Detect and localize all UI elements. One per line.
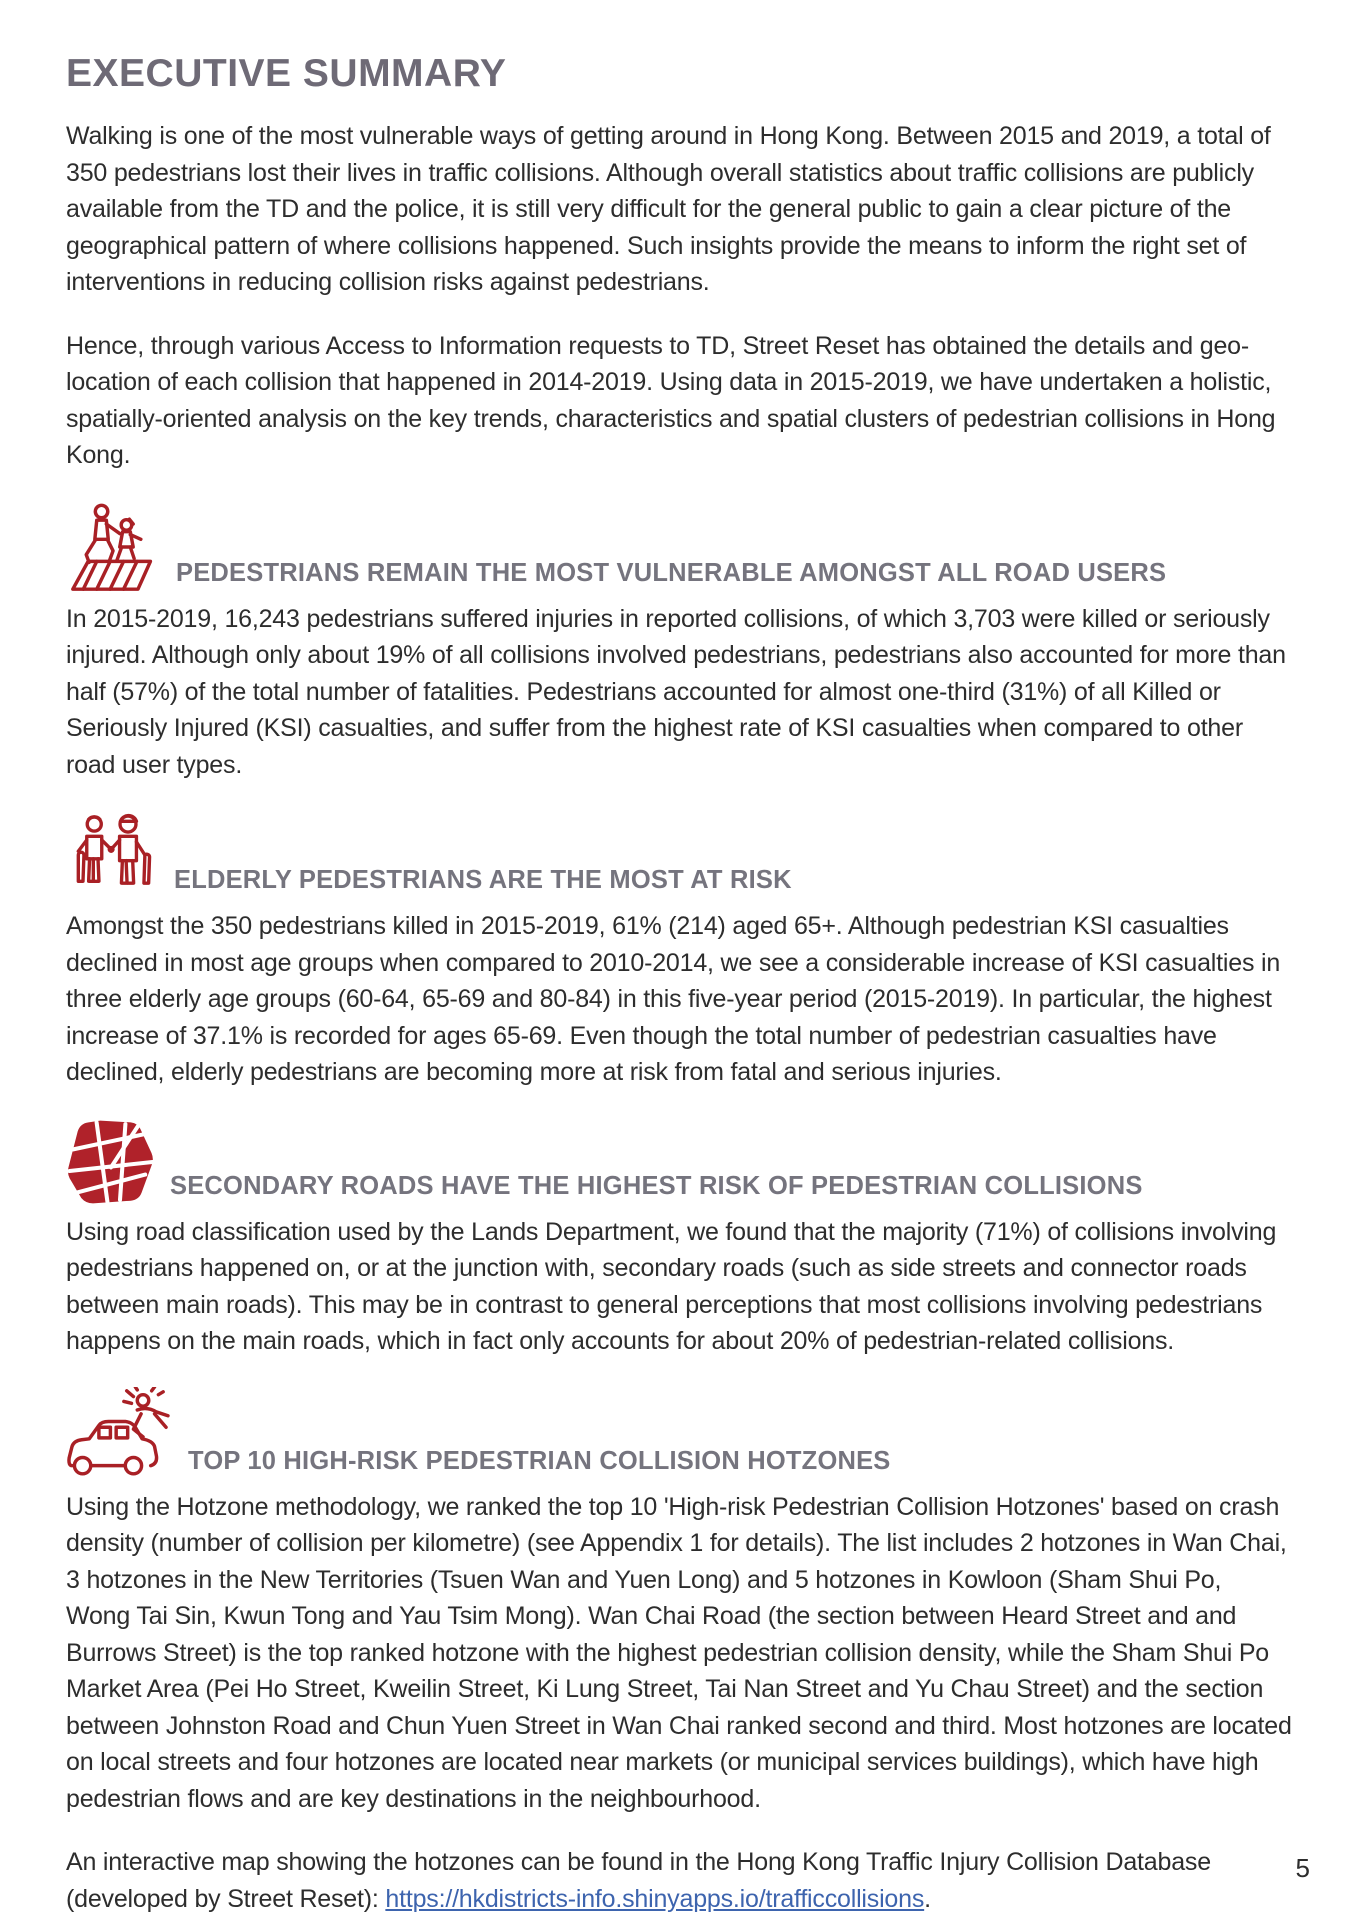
- section-header-hotzones: [66, 1387, 1292, 1481]
- intro-paragraph-1: Walking is one of the most vulnerable ways of getting around in Hong Kong. Between 2015 and 2019, a total of 350 pedestrians lost their lives in traffic collisions. Although overall statistics about traffic collisions are publicly available from the TD and the police, it is still very difficult for the general public to gain a clear picture of the geographical pattern of where collisions happened. Such insights provide the means to inform the right set of interventions in reducing collision risks against pedestrians.: [66, 122, 1271, 296]
- section-body: In 2015-2019, 16,243 pedestrians suffered injuries in reported collisions, of which 3,703 were killed or seriously injured. Although only about 19% of all collisions involved pedestrians, pedestrians also accounted for more than half (57%) of the total number of fatalities. Pedestrians accounted for almost one-third (31%) of all Killed or Seriously Injured (KSI) casualties, and suffer from the highest rate of KSI casualties when compared to other road user types.: [66, 604, 1286, 779]
- section-body: Using the Hotzone methodology, we ranked the top 10 'High-risk Pedestrian Collision Hotzones' based on crash density (number of collision per kilometre) (see Appendix 1 for details). The list includes 2 hotzones in Wan Chai, 3 hotzones in the New Territories (Tsuen Wan and Yuen Long) and 5 hotzones in Kowloon (Sham Shui Po, Wong Tai Sin, Kwun Tong and Yau Tsim Mong). Wan Chai Road (the section between Heard Street and and Burrows Street) is the top ranked hotzone with the highest pedestrian collision density, while the Sham Shui Po Market Area (Pei Ho Street, Kweilin Street, Ki Lung Street, Tai Nan Street and Yu Chau Street) and the section between Johnston Road and Chun Yuen Street in Wan Chai ranked second and third. Most hotzones are located on local streets and four hotzones are located near markets (or municipal services buildings), which have high pedestrian flows and are key destinations in the neighbourhood.: [66, 1492, 1292, 1813]
- road-network-icon: [66, 1118, 156, 1206]
- page-title: EXECUTIVE SUMMARY: [66, 52, 507, 95]
- section-heading: PEDESTRIANS REMAIN THE MOST VULNERABLE AMONGST ALL ROAD USERS: [176, 558, 1167, 587]
- outro-text-after-link: .: [924, 1884, 931, 1913]
- section-header-pedestrians: [66, 501, 1292, 593]
- intro-paragraph-2: Hence, through various Access to Information requests to TD, Street Reset has obtained the details and geo-location of each collision that happened in 2014-2019. Using data in 2015-2019, we have undertaken a holistic, spatially-oriented analysis on the key trends, characteristics and spatial clusters of pedestrian collisions in Hong Kong.: [66, 331, 1276, 469]
- section-body: Amongst the 350 pedestrians killed in 2015-2019, 61% (214) aged 65+. Although pedestrian KSI casualties declined in most age groups when compared to 2010-2014, we see a considerable increase of KSI casualties in three elderly age groups (60-64, 65-69 and 80-84) in this five-year period (2015-2019). In particular, the highest increase of 37.1% is recorded for ages 65-69. Even though the total number of pedestrian casualties have declined, elderly pedestrians are becoming more at risk from fatal and serious injuries.: [66, 912, 1281, 1086]
- outro-paragraph: [66, 1844, 1292, 1917]
- section-header-secondary-roads: [66, 1118, 1292, 1206]
- section-heading: TOP 10 HIGH-RISK PEDESTRIAN COLLISION HOTZONES: [188, 1446, 891, 1475]
- section-heading: SECONDARY ROADS HAVE THE HIGHEST RISK OF PEDESTRIAN COLLISIONS: [170, 1171, 1143, 1200]
- section-body: Using road classification used by the Lands Department, we found that the majority (71%) of collisions involving pedestrians happened on, or at the junction with, secondary roads (such as side streets and connector roads between main roads). This may be in contrast to general perceptions that most collisions involving pedestrians happens on the main roads, which in fact only accounts for about 20% of pedestrian-related collisions.: [66, 1217, 1277, 1355]
- page-number: 5: [1295, 1853, 1310, 1883]
- outro-text-before-link: An interactive map showing the hotzones can be found in the Hong Kong Traffic Injury Collision Database (developed by Street Reset):: [66, 1848, 1211, 1913]
- traffic-collisions-database-link[interactable]: https://hkdistricts-info.shinyapps.io/trafficcollisions: [385, 1884, 925, 1913]
- section-heading: ELDERLY PEDESTRIANS ARE THE MOST AT RISK: [174, 866, 792, 894]
- section-header-elderly: [66, 810, 1292, 900]
- pedestrian-crossing-icon: [66, 501, 162, 593]
- car-collision-icon: [66, 1387, 174, 1481]
- elderly-pedestrians-icon: [66, 810, 160, 900]
